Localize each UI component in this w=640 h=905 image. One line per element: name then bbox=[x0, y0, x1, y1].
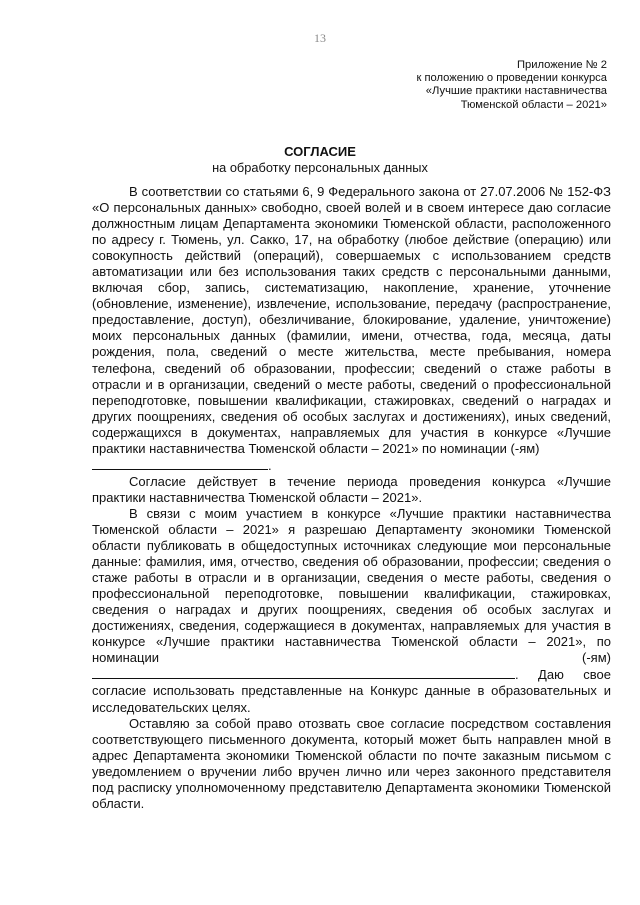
paragraph-text: В соответствии со статьями 6, 9 Федерального закона от 27.07.2006 № 152-ФЗ «О персональных данных» свободно, своей волей и в своем интересе даю согласие должностным лицам Департамента экономики Тюменской области, расположенного по адресу г. Тюмень, ул. Сакко, 17, на обработку (любое действие (операцию) или совокупность действий (операций), совершаемых с использованием средств автоматизации или без использования таких средств с персональными данными, включая сбор, запись, систематизацию, накопление, хранение, уточнение (обновление, изменение), извлечение, использование, передачу (распространение, предоставление, доступ), обезличивание, блокирование, удаление, уничтожение) моих персональных данных (фамилии, имени, отчества, года, месяца, даты рождения, пола, сведений о месте жительства, месте пребывания, номера телефона, сведений об образовании, профессии; сведений о стаже работы в отрасли и в организации, сведений о месте работы, сведений о профессиональной переподготовке, повышении квалификации, стажировках, сведений о наградах и других поощрениях, сведения об особых заслугах и достижениях), иных сведений, содержащихся в документах, направляемых для участия в конкурсе «Лучшие практики наставничества Тюменской области – 2021» по номинации (-ям) bbox=[92, 184, 611, 456]
document-title: СОГЛАСИЕ bbox=[284, 144, 356, 159]
appendix-line: Тюменской области – 2021» bbox=[460, 98, 607, 111]
document-body bbox=[92, 184, 611, 812]
page-number: 13 bbox=[314, 31, 326, 45]
nomination-blank-line bbox=[92, 457, 268, 470]
paragraph-validity: Согласие действует в течение периода проведения конкурса «Лучшие практики наставничества Тюменской области – 2021». bbox=[92, 473, 611, 505]
appendix-line: Приложение № 2 bbox=[516, 59, 607, 71]
nomination-blank-line bbox=[92, 666, 515, 679]
paragraph-consent bbox=[92, 184, 611, 474]
appendix-line: «Лучшие практики наставничества bbox=[425, 85, 607, 98]
document-heading bbox=[0, 144, 640, 176]
paragraph-revocation: Оставляю за собой право отозвать свое согласие посредством составления соответствующего письменного документа, который может быть направлен мной в адрес Департамента экономики Тюменской области по почте заказным письмом с уведомлением о вручении либо вручен лично или через законного представителя под расписку уполномоченному представителю Департамента экономики Тюменской области. bbox=[92, 715, 611, 811]
paragraph-publication bbox=[92, 506, 611, 716]
paragraph-text: В связи с моим участием в конкурсе «Лучшие практики наставничества Тюменской области – 2021» я разрешаю Департаменту экономики Тюменской области публиковать в общедоступных источниках следующие мои персональные данные: фамилия, имя, отчество, сведения об образовании, профессии; сведения о стаже работы в отрасли и в организации, сведения о месте работы, сведения о профессиональной переподготовке, повышении квалификации, стажировках, сведения о наградах и других поощрениях, сведения об особых заслугах и достижениях, сведения, содержащиеся в документах, направляемых для участия в конкурсе «Лучшие практики наставничества Тюменской области – 2021», по номинации (-ям) bbox=[92, 505, 611, 666]
document-subtitle: на обработку персональных данных bbox=[212, 160, 428, 175]
appendix-header bbox=[416, 59, 607, 112]
appendix-line: к положению о проведении конкурса bbox=[416, 72, 607, 85]
paragraph-text: . Даю свое согласие использовать представленные на Конкурс данные в образовательных и исследовательских целях. bbox=[92, 667, 611, 715]
paragraph-text: . bbox=[268, 457, 272, 473]
